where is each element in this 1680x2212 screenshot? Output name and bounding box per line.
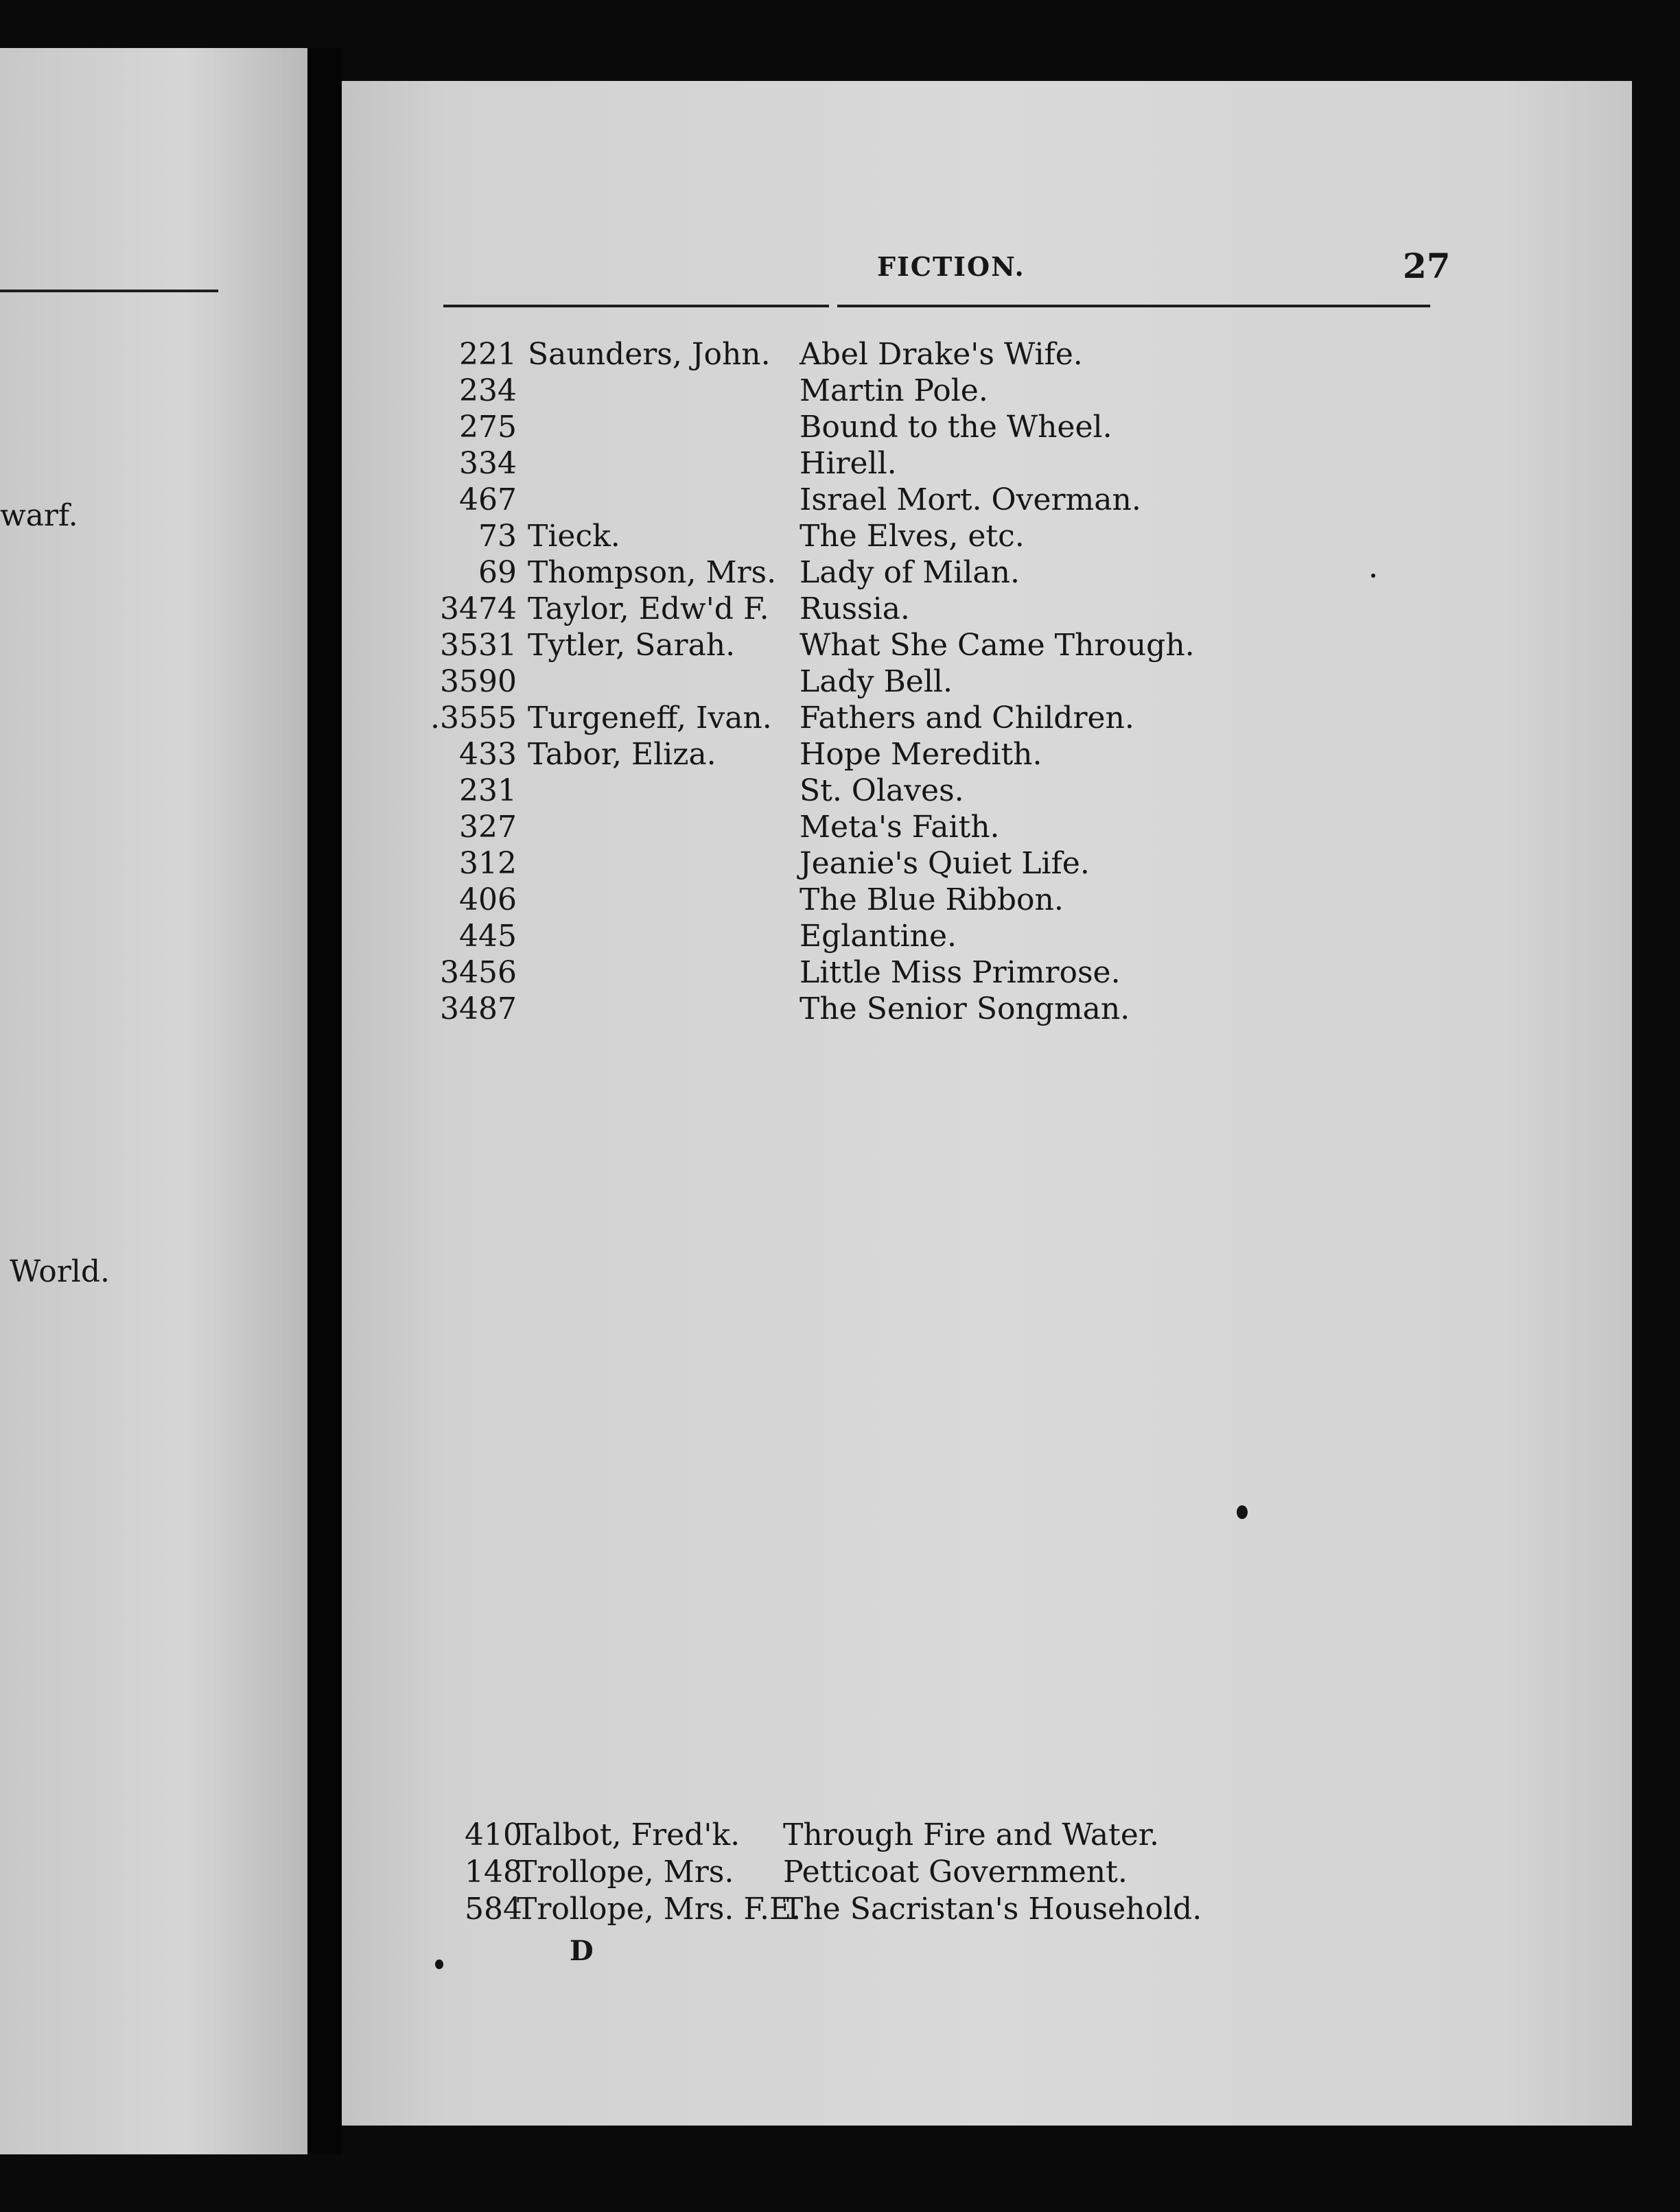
- left-page-fragment: warf.: [0, 498, 78, 533]
- catalog-entry: [342, 482, 1632, 520]
- entry-number: 467: [459, 482, 517, 517]
- entry-title: Abel Drake's Wife.: [800, 337, 1083, 372]
- catalog-entry: [342, 1854, 1632, 1892]
- ink-speck: [435, 1960, 443, 1969]
- entry-number: 69: [478, 555, 517, 590]
- entry-title: Russia.: [800, 591, 910, 626]
- entry-title: The Senior Songman.: [800, 991, 1130, 1026]
- catalog-entry: [342, 627, 1632, 666]
- page-number: 27: [1403, 246, 1451, 286]
- entry-title: Bound to the Wheel.: [800, 410, 1112, 445]
- entry-number: 445: [459, 919, 517, 954]
- entry-title: Fathers and Children.: [800, 701, 1134, 736]
- entry-number: 148: [465, 1855, 522, 1890]
- left-page: [0, 48, 307, 2154]
- catalog-entry: [342, 809, 1632, 847]
- entry-title: Lady of Milan.: [800, 555, 1020, 590]
- entry-title: Through Fire and Water.: [783, 1817, 1159, 1852]
- entry-title: The Elves, etc.: [800, 519, 1025, 554]
- catalog-entry: [342, 736, 1632, 775]
- ink-speck: [1371, 574, 1375, 578]
- entry-title: Petticoat Government.: [783, 1855, 1128, 1890]
- entry-title: Hirell.: [800, 446, 897, 481]
- entry-number: 221: [459, 337, 517, 372]
- entry-number: 410: [465, 1817, 522, 1852]
- catalog-entry: [342, 663, 1632, 702]
- entry-number: 234: [459, 373, 517, 408]
- catalog-entry: [342, 409, 1632, 447]
- entry-title: Little Miss Primrose.: [800, 955, 1121, 990]
- header-rule: [837, 305, 1430, 307]
- entry-title: Israel Mort. Overman.: [800, 482, 1141, 517]
- entry-number: 327: [459, 810, 517, 845]
- entry-title: Eglantine.: [800, 919, 957, 954]
- entry-number: 275: [459, 410, 517, 445]
- running-head: FICTION.: [877, 251, 1025, 282]
- catalog-entry: [342, 445, 1632, 484]
- entry-author: Turgeneff, Ivan.: [528, 701, 772, 736]
- entry-number: 3456: [440, 955, 517, 990]
- entry-author: Thompson, Mrs.: [528, 555, 777, 590]
- signature-mark: D: [570, 1935, 594, 1967]
- entry-author: Taylor, Edw'd F.: [528, 591, 769, 626]
- header-rule: [443, 305, 829, 307]
- catalog-entry: [342, 845, 1632, 884]
- entry-author: Trollope, Mrs.: [517, 1855, 734, 1890]
- catalog-entry: [342, 1817, 1632, 1855]
- entry-title: What She Came Through.: [800, 628, 1195, 663]
- left-page-fragment: World.: [10, 1254, 110, 1289]
- catalog-entry: [342, 700, 1632, 738]
- entry-author: Tabor, Eliza.: [528, 737, 716, 772]
- entry-author: Saunders, John.: [528, 337, 771, 372]
- catalog-entry: [342, 554, 1632, 593]
- entry-number: 406: [459, 882, 517, 917]
- entry-author: Trollope, Mrs. F.E.: [517, 1892, 802, 1927]
- catalog-entry: [342, 918, 1632, 956]
- entry-number: 3531: [440, 628, 517, 663]
- entry-title: Hope Meredith.: [800, 737, 1042, 772]
- entry-number: 73: [478, 519, 517, 554]
- entry-author: Tytler, Sarah.: [528, 628, 736, 663]
- entry-number: 231: [459, 773, 517, 808]
- catalog-entry: [342, 991, 1632, 1029]
- entry-number: 433: [459, 737, 517, 772]
- catalog-entry: [342, 954, 1632, 993]
- ink-speck: [1237, 1505, 1248, 1519]
- entry-number: 312: [459, 846, 517, 881]
- catalog-entry: [342, 882, 1632, 920]
- entry-title: Martin Pole.: [800, 373, 988, 408]
- entry-title: Lady Bell.: [800, 664, 953, 699]
- entry-title: The Sacristan's Household.: [783, 1892, 1202, 1927]
- catalog-entry: [342, 591, 1632, 629]
- entry-title: Jeanie's Quiet Life.: [800, 846, 1090, 881]
- left-page-rule: [0, 290, 218, 292]
- catalog-entry: [342, 336, 1632, 375]
- entry-title: St. Olaves.: [800, 773, 964, 808]
- entry-number: 3590: [440, 664, 517, 699]
- entry-title: The Blue Ribbon.: [800, 882, 1064, 917]
- right-page: [342, 81, 1632, 2126]
- entry-author: Tieck.: [528, 519, 620, 554]
- catalog-entry: [342, 518, 1632, 556]
- entry-number: 3474: [440, 591, 517, 626]
- book-gutter: [307, 48, 342, 2154]
- entry-number: 584: [465, 1892, 522, 1927]
- catalog-entry: [342, 1891, 1632, 1929]
- entry-number: 3487: [440, 991, 517, 1026]
- entry-number: .3555: [430, 701, 517, 736]
- entry-author: Talbot, Fred'k.: [517, 1817, 740, 1852]
- entry-number: 334: [459, 446, 517, 481]
- catalog-entry: [342, 773, 1632, 811]
- entry-title: Meta's Faith.: [800, 810, 1000, 845]
- catalog-entry: [342, 373, 1632, 411]
